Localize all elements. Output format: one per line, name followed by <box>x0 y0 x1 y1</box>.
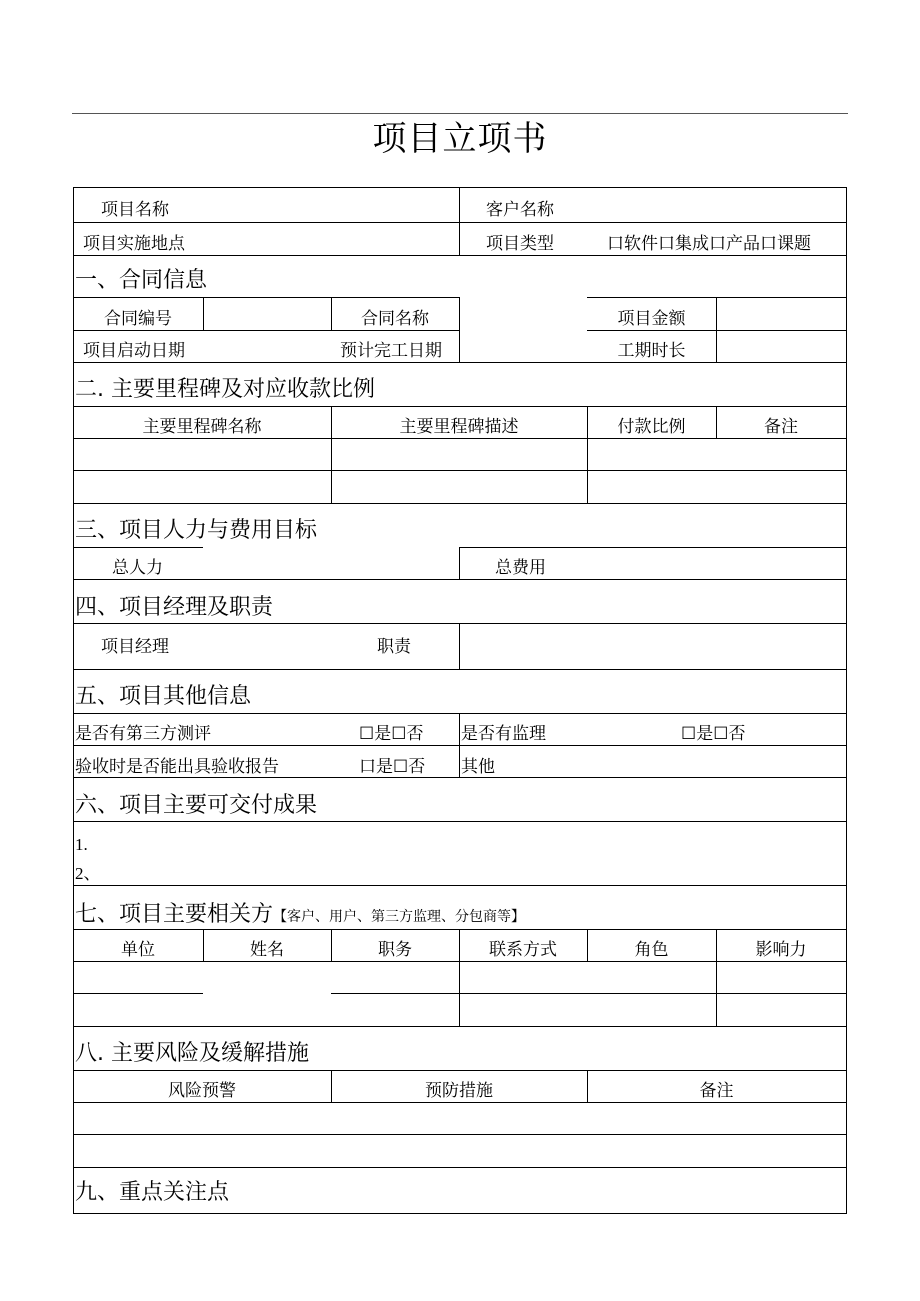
deliverables-heading: 六、项目主要可交付成果 <box>75 793 318 818</box>
headcount-label: 总人力 <box>112 558 163 578</box>
stakeholder-col-unit: 单位 <box>121 940 155 960</box>
deliverable-item: 2、 <box>75 864 101 883</box>
project-type-options: 口软件口集成口产品口课题 <box>607 234 811 254</box>
grid-line <box>73 579 847 580</box>
grid-line <box>73 438 847 439</box>
grid-line <box>73 222 847 223</box>
location-label: 项目实施地点 <box>83 234 185 254</box>
client-name-label: 客户名称 <box>486 200 554 220</box>
grid-line <box>73 993 203 994</box>
risks-heading: 八. 主要风险及缓解措施 <box>75 1041 309 1066</box>
deliverable-item: 1. <box>75 835 88 854</box>
duration-label: 工期时长 <box>617 341 686 361</box>
risk-col-warning: 风险预警 <box>168 1081 236 1101</box>
frame-right <box>846 187 847 1214</box>
other-heading: 五、项目其他信息 <box>75 684 252 709</box>
grid-line <box>203 297 204 330</box>
contract-number-label: 合同编号 <box>104 309 172 329</box>
focus-heading: 九、重点关注点 <box>75 1180 230 1205</box>
grid-line <box>73 961 847 962</box>
milestone-col-desc: 主要里程碑描述 <box>399 417 519 437</box>
risk-col-prevention: 预防措施 <box>425 1081 493 1101</box>
grid-line <box>73 623 847 624</box>
grid-line <box>73 1134 847 1135</box>
grid-line <box>73 1167 847 1168</box>
duty-label: 职责 <box>377 637 411 657</box>
stakeholder-col-influence: 影响力 <box>755 940 807 960</box>
grid-line <box>73 1026 847 1027</box>
project-name-label: 项目名称 <box>101 200 169 220</box>
total-cost-label: 总费用 <box>495 558 546 578</box>
stakeholder-col-name: 姓名 <box>250 940 284 960</box>
end-date-label: 预计完工日期 <box>340 341 442 361</box>
grid-line <box>459 297 460 362</box>
milestone-col-name: 主要里程碑名称 <box>142 417 262 437</box>
frame-top <box>73 187 847 188</box>
frame-bottom <box>73 1213 847 1214</box>
supervision-label: 是否有监理 <box>461 724 546 744</box>
manager-heading: 四、项目经理及职责 <box>75 595 274 620</box>
grid-line <box>73 713 847 714</box>
grid-line <box>587 297 847 298</box>
grid-line <box>587 330 847 331</box>
acceptance-label: 验收时是否能出具验收报告 <box>75 757 279 777</box>
grid-line <box>73 330 460 331</box>
grid-line <box>459 547 847 548</box>
third-party-label: 是否有第三方测评 <box>75 724 211 744</box>
grid-line <box>73 885 847 886</box>
resources-heading: 三、项目人力与费用目标 <box>75 518 318 543</box>
grid-line <box>73 1070 847 1071</box>
stakeholders-heading-text: 七、项目主要相关方 <box>75 902 274 927</box>
grid-line <box>73 745 847 746</box>
grid-line <box>459 547 460 579</box>
grid-line <box>73 470 847 471</box>
stakeholders-heading <box>75 902 525 930</box>
contract-heading: 一、合同信息 <box>75 268 208 293</box>
contract-name-label: 合同名称 <box>361 309 429 329</box>
stakeholder-col-contact: 联系方式 <box>489 940 557 960</box>
milestone-col-ratio: 付款比例 <box>617 417 686 437</box>
grid-line <box>459 187 460 255</box>
grid-line <box>73 821 847 822</box>
acceptance-checkboxes[interactable]: 口是☐否 <box>359 757 426 777</box>
risk-col-note: 备注 <box>699 1081 734 1101</box>
grid-line <box>73 406 847 407</box>
grid-line <box>73 547 203 548</box>
grid-line <box>73 503 847 504</box>
milestone-col-note: 备注 <box>764 417 798 437</box>
project-type-label: 项目类型 <box>486 234 554 254</box>
grid-line <box>73 362 847 363</box>
grid-line <box>73 669 847 670</box>
grid-line <box>73 255 847 256</box>
start-date-label: 项目启动日期 <box>83 341 185 361</box>
stakeholder-col-position: 职务 <box>378 940 412 960</box>
grid-line <box>73 1102 847 1103</box>
document-title: 项目立项书 <box>372 119 548 159</box>
project-amount-label: 项目金额 <box>617 309 686 329</box>
grid-line <box>459 623 460 669</box>
stakeholder-col-role: 角色 <box>634 940 669 960</box>
grid-line <box>73 297 460 298</box>
supervision-checkboxes[interactable]: ☐是☐否 <box>681 724 746 744</box>
grid-line <box>73 777 847 778</box>
third-party-checkboxes[interactable]: ☐是☐否 <box>359 724 424 744</box>
misc-label: 其他 <box>461 757 495 777</box>
stakeholders-note: 【客户、用户、第三方监理、分包商等】 <box>273 909 526 925</box>
frame-left <box>73 187 74 1214</box>
grid-line <box>459 713 460 777</box>
grid-line <box>716 297 717 362</box>
milestones-heading: 二. 主要里程碑及对应收款比例 <box>75 377 375 402</box>
grid-line <box>331 993 847 994</box>
manager-label: 项目经理 <box>101 637 169 657</box>
